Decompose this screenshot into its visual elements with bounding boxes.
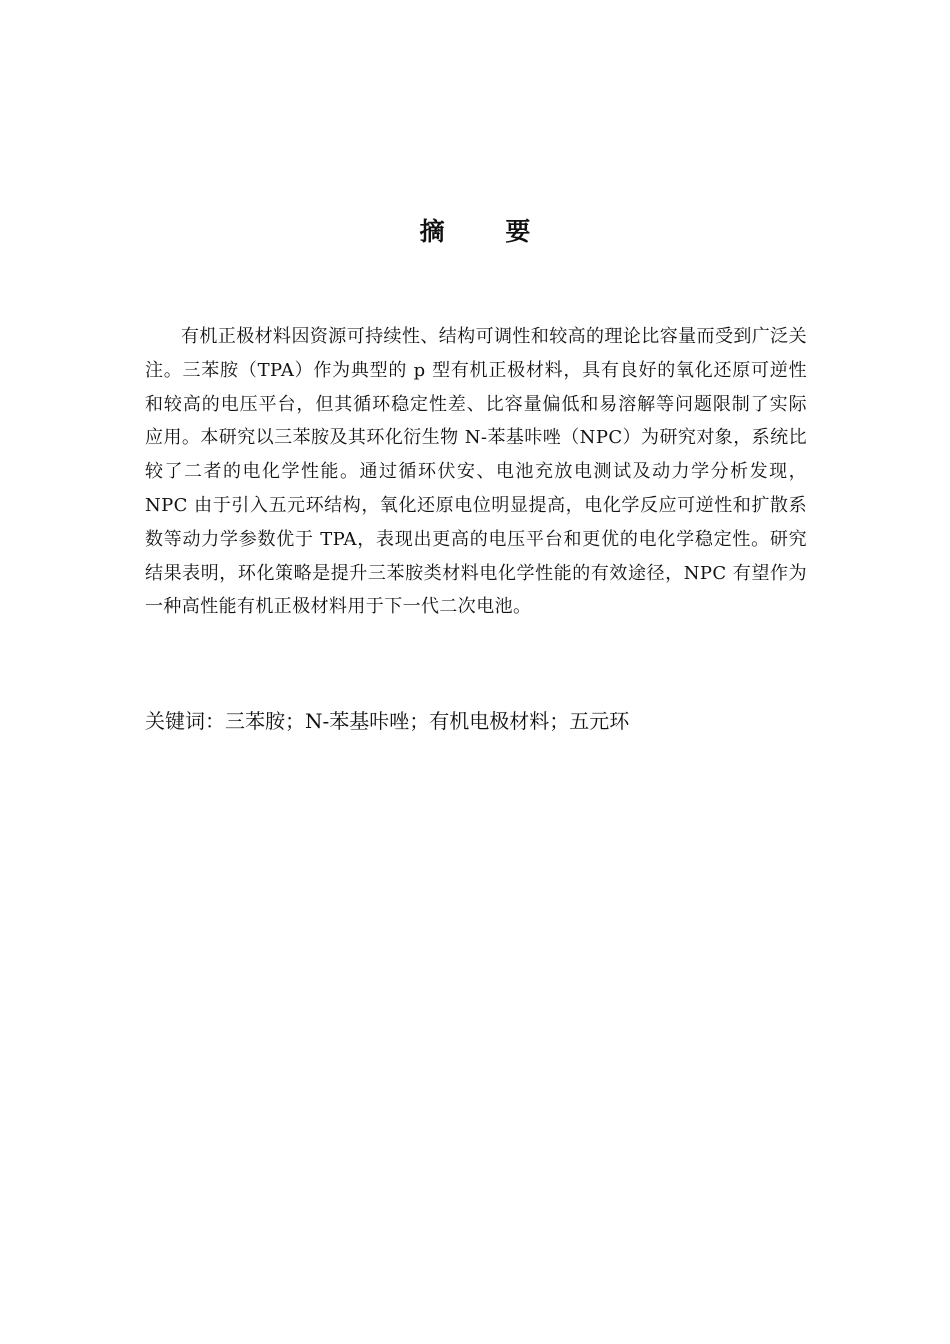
keywords-value: 三苯胺；N-苯基咔唑；有机电极材料；五元环 <box>225 709 630 733</box>
keywords-line <box>145 703 807 739</box>
abstract-title: 摘 要 <box>419 217 557 246</box>
abstract-body: 有机正极材料因资源可持续性、结构可调性和较高的理论比容量而受到广泛关注。三苯胺（TPA）作为典型的 p 型有机正极材料，具有良好的氧化还原可逆性和较高的电压平台，但其循环稳定性差、比容量偏低和易溶解等问题限制了实际应用。本研究以三苯胺及其环化衍生物 N-苯基咔唑（NPC）为研究对象，系统比较了二者的电化学性能。通过循环伏安、电池充放电测试及动力学分析发现，NPC 由于引入五元环结构，氧化还原电位明显提高，电化学反应可逆性和扩散系数等动力学参数优于 TPA，表现出更高的电压平台和更优的电化学稳定性。研究结果表明，环化策略是提升三苯胺类材料电化学性能的有效途径，NPC 有望作为一种高性能有机正极材料用于下一代二次电池。 <box>145 326 807 618</box>
keywords-label: 关键词： <box>145 709 225 733</box>
